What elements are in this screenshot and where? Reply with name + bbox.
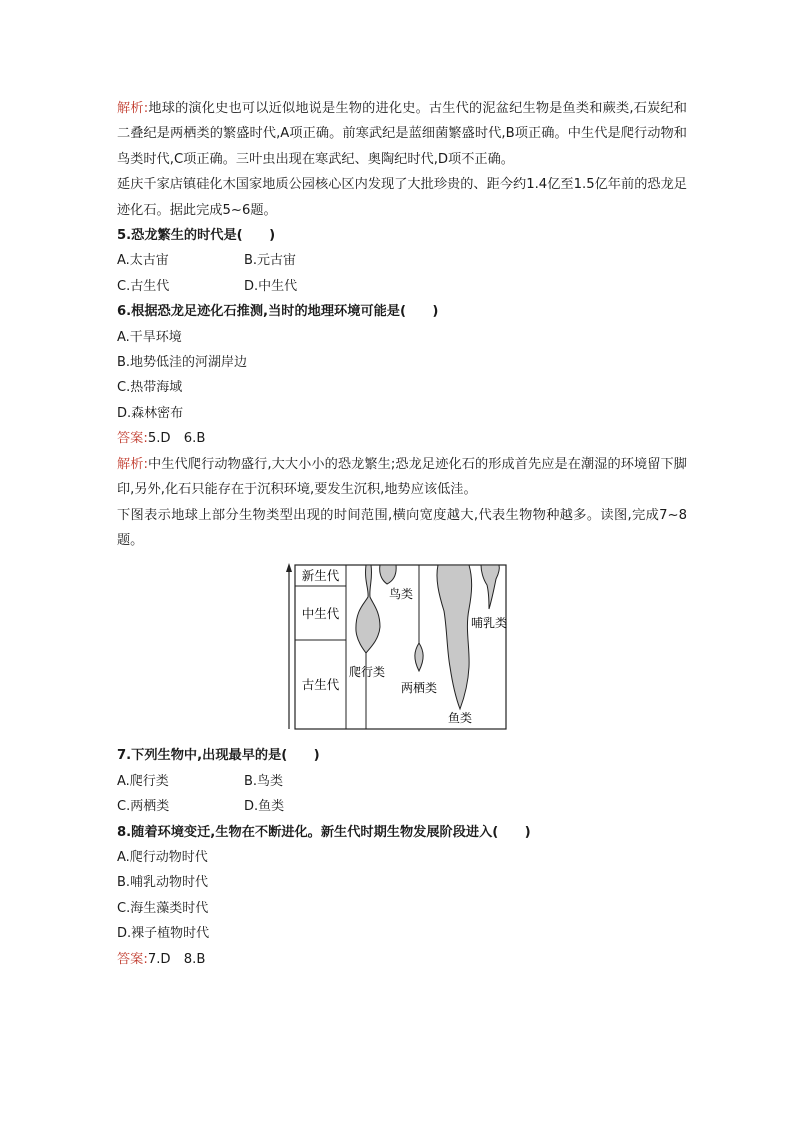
question-7-options-row-1 [117, 769, 687, 794]
answer-text: 5.D 6.B [147, 431, 206, 447]
question-5-options-row-1 [117, 248, 687, 273]
question-5-options-row-2 [117, 274, 687, 299]
question-5 [117, 223, 687, 248]
birds-shape [380, 565, 396, 584]
analysis-label: 解析: [117, 456, 148, 472]
q6-option-c: C.热带海域 [117, 380, 183, 396]
analysis-text: 中生代爬行动物盛行,大大小小的恐龙繁生;恐龙足迹化石的形成首先应是在潮湿的环境留下脚印,另外,化石只能存在于沉积环境,要发生沉积,地势应该低洼。 [117, 456, 687, 498]
q7-option-b: B.鸟类 [244, 773, 284, 789]
document-page [117, 96, 687, 972]
analysis-label: 解析: [117, 101, 149, 116]
time-arrow-head [286, 563, 292, 572]
era-label-mesozoic: 中生代 [301, 606, 340, 622]
label-fish: 鱼类 [447, 711, 473, 726]
intro-paragraph-2: 延庆千家店镇硅化木国家地质公园核心区内发现了大批珍贵的、距今约1.4亿至1.5亿年前的恐龙足迹化石。据此完成5~6题。 [117, 177, 687, 218]
label-reptiles: 爬行类 [348, 665, 386, 680]
q5-option-c: C.古生代 [117, 278, 170, 294]
question-8-stem: 8.随着环境变迁,生物在不断进化。新生代时期生物发展阶段进入( ) [117, 824, 531, 840]
q5-option-a: A.太古宙 [117, 253, 169, 269]
q6-option-b: B.地势低洼的河湖岸边 [117, 355, 248, 371]
answer-1 [117, 426, 687, 451]
label-birds: 鸟类 [388, 587, 414, 602]
era-label-paleozoic: 古生代 [301, 677, 340, 693]
label-amphibians: 两栖类 [400, 681, 438, 696]
answer-text: 7.D 8.B [147, 951, 206, 967]
fish-shape [437, 565, 472, 709]
q7-option-c: C.两栖类 [117, 799, 170, 815]
intro-paragraph-3: 下图表示地球上部分生物类型出现的时间范围,横向宽度越大,代表生物物种越多。读图,完成7~8题。 [117, 507, 687, 548]
q8-option-a: A.爬行动物时代 [117, 849, 208, 865]
q6-option-a: A.干旱环境 [117, 329, 182, 345]
q5-option-b: B.元古宙 [244, 253, 297, 269]
reptiles-shape [356, 565, 380, 653]
question-6 [117, 299, 687, 324]
question-7-options-row-2 [117, 794, 687, 819]
era-label-cenozoic: 新生代 [301, 568, 340, 584]
question-8 [117, 820, 687, 845]
question-7-stem: 7.下列生物中,出现最早的是( ) [117, 748, 320, 764]
question-6-stem: 6.根据恐龙足迹化石推测,当时的地理环境可能是( ) [117, 304, 439, 320]
answer-2 [117, 947, 687, 972]
label-mammals: 哺乳类 [470, 616, 508, 631]
q7-option-d: D.鱼类 [244, 799, 285, 815]
amphibians-shape [415, 643, 423, 671]
question-5-stem: 5.恐龙繁生的时代是( ) [117, 228, 276, 244]
evolution-diagram [117, 559, 687, 737]
analysis-paragraph-2 [117, 452, 687, 503]
answer-label: 答案: [117, 951, 148, 967]
q8-option-b: B.哺乳动物时代 [117, 875, 209, 891]
mammals-shape [481, 565, 499, 609]
analysis-paragraph-1 [117, 96, 687, 172]
analysis-text: 地球的演化史也可以近似地说是生物的进化史。古生代的泥盆纪生物是鱼类和蕨类,石炭纪和二叠纪是两栖类的繁盛时代,A项正确。前寒武纪是蓝细菌繁盛时代,B项正确。中生代是爬行动物和鸟类时代,C项正确。三叶虫出现在寒武纪、奥陶纪时代,D项不正确。 [117, 101, 687, 167]
q8-option-d: D.裸子植物时代 [117, 926, 210, 942]
q7-option-a: A.爬行类 [117, 773, 169, 789]
q6-option-d: D.森林密布 [117, 405, 184, 421]
evolution-figure [117, 559, 687, 737]
question-7 [117, 743, 687, 768]
q8-option-c: C.海生藻类时代 [117, 900, 209, 916]
answer-label: 答案: [117, 431, 148, 447]
q5-option-d: D.中生代 [244, 278, 298, 294]
